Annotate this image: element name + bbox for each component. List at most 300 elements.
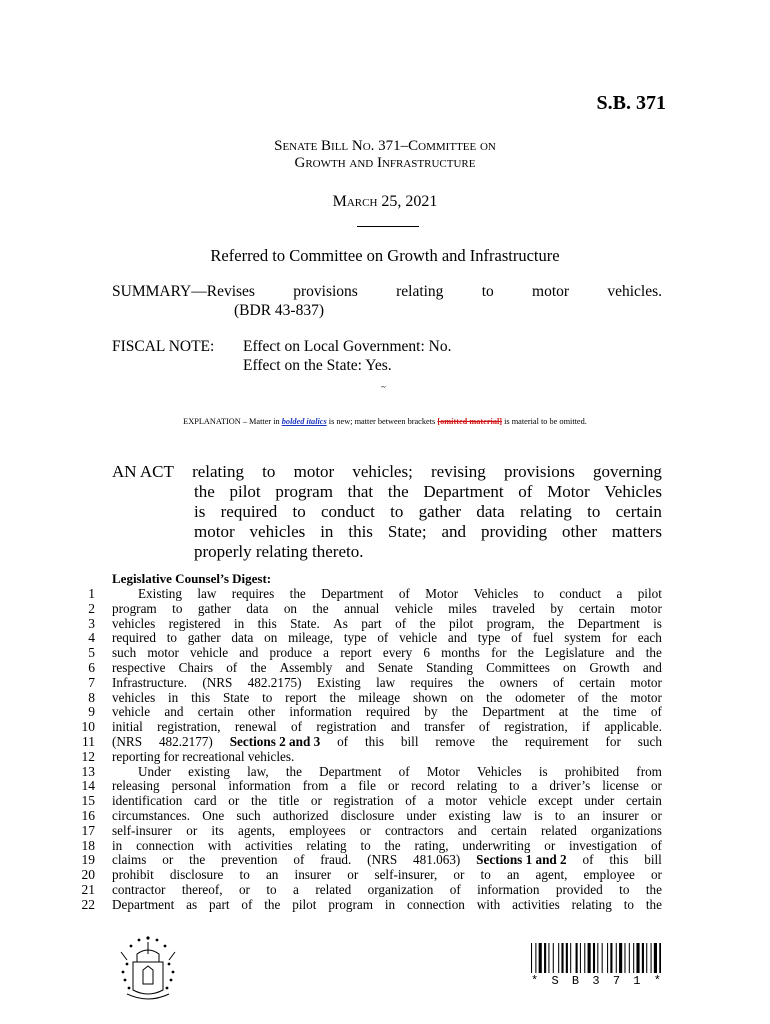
act-word: is [194,502,206,521]
digest-word: related [315,881,352,897]
fiscal-state: Effect on the State: Yes. [243,357,392,374]
digest-word: transfer [424,719,465,735]
digest-word: agents, [238,822,276,838]
summary-word: to [481,283,494,300]
digest-word: registration, [157,719,221,735]
digest-word: a [293,881,299,897]
line-numbers [55,587,95,913]
explanation-suffix: is material to be omitted. [504,417,587,426]
digest-word: of [582,852,594,868]
digest-word: or [238,881,250,897]
digest-word: Existing [316,674,361,690]
digest-word: connection [407,896,465,912]
digest-word: months [441,645,480,661]
digest-line [112,631,662,646]
digest-word: miles [448,600,477,616]
digest-line [112,602,662,617]
digest-word: identification [112,793,183,809]
digest-word: Department [319,763,382,779]
digest-word: 482.2177) [158,733,213,749]
digest-word: of [377,630,389,646]
digest-word: applicable. [604,719,662,735]
fiscal-note [112,337,451,375]
digest-word: from [302,778,329,794]
digest-word: existing [188,763,230,779]
act-word: this [348,522,373,541]
fiscal-label: FISCAL NOTE: [112,338,215,355]
digest-word: information [289,704,352,720]
digest-word: releasing [112,778,160,794]
digest-word: of [291,719,302,735]
digest-word: circumstances. [112,807,190,823]
digest-word: Assembly [279,659,333,675]
digest-word: claims [112,852,147,868]
digest-word: at [558,704,569,720]
digest-word: Motor [425,586,459,601]
barcode-bar [607,943,608,973]
digest-word: disclosure [169,867,224,883]
digest-line [112,705,662,720]
nevada-seal-icon [113,932,183,1002]
line-number: 6 [88,659,95,675]
barcode-char: 7 [612,974,621,988]
digest-word: by [424,704,438,720]
digest-word: law, [247,763,269,779]
act-word: in [320,522,334,541]
digest-word: fraud. [320,852,352,868]
digest-word: type [343,630,367,646]
act-word: other [562,522,597,541]
digest-word: the [582,704,599,720]
digest-word: each [637,630,662,646]
digest-word: contractor [112,881,166,897]
act-word: motor [194,522,235,541]
summary-bdr: (BDR 43-837) [234,302,324,319]
digest-word: a [531,778,538,794]
digest-word: respective [112,659,166,675]
act-word: required [220,502,278,521]
bill-number: S.B. 371 [596,92,666,114]
barcode-char: 3 [592,974,600,988]
digest-word: or [228,793,240,809]
digest-line [112,735,662,750]
digest-word: program [112,600,157,616]
digest-word: a [340,778,347,794]
explanation-middle: is new; matter between brackets [328,417,436,426]
line-number: 19 [81,852,95,868]
act-line [112,482,662,502]
digest-word: an [265,867,279,883]
digest-word: to [480,867,491,883]
act-word: the [387,482,409,501]
barcode-bar [561,943,563,973]
digest-word: conduct [559,586,602,601]
line-number: 5 [88,645,95,661]
act-line: properly relating thereto. [194,542,364,561]
digest-word: Growth [589,659,630,675]
digest-word: annual [344,600,380,616]
digest-word: in [234,615,245,631]
digest-word: shown [412,689,448,705]
tilde-separator: ~ [381,382,386,392]
digest-word: activities [512,896,560,912]
act-word: Department [423,482,504,501]
digest-line [112,720,662,735]
digest-word: produce [269,645,312,661]
digest-word: certain [197,704,234,720]
digest-word: the [384,837,401,853]
barcode-icon [531,943,661,973]
digest-word: the [517,645,534,661]
digest-word: to [166,630,177,646]
digest-line [112,898,662,913]
summary-line [112,282,662,301]
digest-word: organization [367,881,434,897]
explanation [0,417,770,426]
digest-word: in [384,896,396,912]
act-word: AN ACT [112,462,174,481]
digest-word: the [601,689,618,705]
summary-word: vehicles. [607,283,662,300]
digest-word: Motor [426,763,460,779]
digest-word: motor [630,600,662,616]
digest-word: this [364,733,385,749]
act-word: vehicles [249,522,306,541]
digest-word: gather [197,600,231,616]
digest-bold-phrase: Sections 1 and 2 [476,852,567,868]
digest-word: renewal [234,719,277,735]
digest-line [112,661,662,676]
digest-word: from [636,763,662,779]
digest-line [112,839,662,854]
barcode-bar [636,943,639,973]
digest-word: Department [577,615,640,631]
digest-word: and [239,645,259,661]
digest-word: the [491,733,508,749]
digest-word: owners [499,674,538,690]
digest-word: every [382,645,413,661]
act-word: providing [481,522,548,541]
digest-word: related [541,822,577,838]
digest-word: on [264,630,278,646]
act-word: Vehicles [604,482,662,501]
digest-word: title [278,793,300,809]
digest-word: registration, [504,719,568,735]
digest-word: to [619,881,630,897]
digest-word: provided [555,881,603,897]
digest-word: except [538,793,573,809]
digest-word: certain [625,793,662,809]
line-number: 4 [88,630,95,646]
summary-word: provisions [293,283,358,300]
digest-word: with [476,896,501,912]
digest-word: vehicle [394,600,433,616]
digest-word: such [637,733,662,749]
digest-word: Vehicles [473,586,519,601]
act-title [112,462,662,562]
digest-body [112,587,662,913]
digest-word: vehicle [488,793,527,809]
digest-bold-phrase: Sections 2 and 3 [229,733,321,749]
digest-word: law [502,807,522,823]
digest-word: 6 [423,645,430,661]
barcode-bar [588,943,591,973]
barcode-text [531,974,661,988]
digest-line [112,646,662,661]
digest-word: and [447,630,467,646]
digest-word: self-insurer, [374,867,438,883]
barcode-bar [566,943,568,973]
digest-word: organizations [591,822,662,838]
digest-word: initial [112,719,143,735]
digest-word: under [406,807,437,823]
barcode-bar [642,943,644,973]
date-rule [357,226,419,227]
digest-word: part [361,615,382,631]
digest-word: to [623,896,634,912]
digest-word: the [189,852,206,868]
digest-word: remove [435,733,475,749]
digest-word: pilot [292,896,317,912]
line-number: 15 [81,793,95,809]
act-word: governing [593,462,662,481]
barcode-bar [553,943,554,973]
digest-word: of [395,615,407,631]
digest-word: under [584,793,615,809]
digest-word: or [347,867,359,883]
line-number: 9 [88,704,95,720]
digest-word: file [358,778,376,794]
digest-line [112,587,662,602]
digest-word: requires [231,586,275,601]
digest-word: relating [306,837,347,853]
digest-word: vehicles [112,615,156,631]
digest-word: investigation [569,837,638,853]
digest-word: (NRS [112,733,143,749]
act-line [112,502,662,522]
digest-word: in [112,837,123,853]
digest-word: to [509,778,520,794]
digest-word: to [239,867,250,883]
digest-word: or [388,778,400,794]
digest-word: mileage, [288,630,334,646]
digest-line [112,676,662,691]
digest-word: or [359,822,371,838]
digest-word: Senate [377,659,413,675]
digest-line [112,617,662,632]
digest-word: a [427,793,434,809]
referred-line: Referred to Committee on Growth and Infrastructure [210,246,560,265]
digest-word: motor [630,674,662,690]
digest-word: with [207,837,232,853]
digest-word: of [398,586,410,601]
digest-word: Existing [138,586,182,601]
digest-word: of [293,852,305,868]
barcode-bar [593,943,595,973]
digest-word: certain [579,674,616,690]
digest-word: or [453,867,465,883]
digest-word: activities [244,837,293,853]
digest-word: and [390,719,410,735]
digest-word: existing [448,807,491,823]
digest-line [112,868,662,883]
barcode-bar [539,943,542,973]
digest-word: and [457,822,477,838]
digest-word: or [650,867,662,883]
digest-word: driver’s [549,778,591,794]
barcode-bar [602,943,603,973]
digest-line [112,691,662,706]
line-number: 3 [88,615,95,631]
digest-word: a [323,645,330,661]
digest-word: vehicle [399,630,438,646]
digest-word: authorized [272,807,329,823]
digest-word: (NRS [367,852,398,868]
digest-word: requirement [524,733,589,749]
digest-word: Legislature [544,645,605,661]
digest-word: pilot [449,615,474,631]
digest-word: in [168,689,179,705]
digest-word: prevention [221,852,278,868]
digest-word: or [650,807,662,823]
digest-word: program [328,896,374,912]
digest-word: on [283,600,297,616]
digest-word: of [337,733,349,749]
digest-word: motor [445,793,477,809]
digest-word: of [226,659,238,675]
digest-word: of [650,837,662,853]
digest-word: 481.063) [413,852,461,868]
act-word: to [292,502,306,521]
barcode-bar [654,943,657,973]
digest-word: and [642,659,662,675]
barcode-bar [580,943,581,973]
digest-word: the [468,674,485,690]
digest-word: bill [400,733,419,749]
digest-word: contractors [384,822,444,838]
act-word: that [347,482,374,501]
digest-word: this [609,852,629,868]
explanation-new-text: bolded italics [281,417,327,426]
barcode-bar [646,943,647,973]
barcode-char: * [531,974,539,988]
line-number: 12 [81,748,95,764]
digest-line [112,809,662,824]
digest-word: of [241,896,253,912]
digest-word: other [247,704,276,720]
barcode-bar [616,943,617,973]
digest-word: relating [456,778,498,794]
digest-word: for [491,645,507,661]
digest-word: the [547,615,565,631]
barcode-bar [576,943,578,973]
digest-line [112,824,662,839]
digest-word: this [191,689,211,705]
digest-heading: Legislative Counsel’s Digest: [112,571,272,586]
digest-word: or [186,822,198,838]
act-word: the [194,482,215,501]
digest-word: on [563,659,577,675]
digest-word: and [164,704,184,720]
digest-word: system [564,630,601,646]
act-word: program [275,482,333,501]
digest-word: or [162,852,174,868]
digest-word: card [193,793,217,809]
act-word: relating [192,462,244,481]
digest-line [112,765,662,780]
act-word: State; [387,522,427,541]
digest-word: is [533,807,543,823]
line-number: 18 [81,837,95,853]
digest-word: required [112,630,156,646]
digest-word: or [544,837,556,853]
line-number: 14 [81,778,95,794]
digest-word: registered [168,615,221,631]
digest-word: pilot [637,586,662,601]
barcode-bar [535,943,536,973]
digest-word: prohibit [112,867,154,883]
digest-word: of [552,674,564,690]
digest-word: is [538,763,548,779]
digest-word: to [554,807,566,823]
act-word: to [587,502,601,521]
digest-word: State. [290,615,320,631]
line-number: 20 [81,867,95,883]
digest-word: the [264,896,281,912]
digest-word: an [506,867,520,883]
digest-word: for [611,630,627,646]
act-word: Motor [547,482,590,501]
digest-word: the [285,763,302,779]
summary-word: motor [532,283,570,300]
digest-word: Under [138,763,171,779]
digest-word: time [613,704,637,720]
act-word: matters [611,522,662,541]
barcode-bar [544,943,546,973]
digest-word: of [511,630,523,646]
digest-word: motor [630,689,662,705]
digest-word: of [478,719,490,735]
barcode-bar [629,943,630,973]
act-word: pilot [229,482,261,501]
act-word: to [390,502,404,521]
line-number: 22 [81,896,95,912]
digest-word: the [486,689,503,705]
digest-word: connection [136,837,194,853]
digest-word: record [411,778,445,794]
act-word: revising [431,462,486,481]
act-word: data [476,502,505,521]
digest-word: Department [112,896,175,912]
barcode-char: S [551,974,559,988]
line-number: 11 [82,733,95,749]
digest-word: is [653,615,662,631]
digest-word: the [645,896,662,912]
barcode-char: 1 [633,974,641,988]
digest-word: relating [571,896,612,912]
digest-word: Department [321,586,384,601]
digest-word: underwriting [462,837,531,853]
digest-word: Standing [426,659,473,675]
digest-word: personal [171,778,217,794]
digest-word: if [582,719,591,735]
digest-word: the [250,793,268,809]
digest-word: the [250,659,267,675]
digest-word: gather [187,630,221,646]
barcode-char: B [571,974,580,988]
digest-word: traveled [492,600,535,616]
digest-word: vehicle [112,704,151,720]
